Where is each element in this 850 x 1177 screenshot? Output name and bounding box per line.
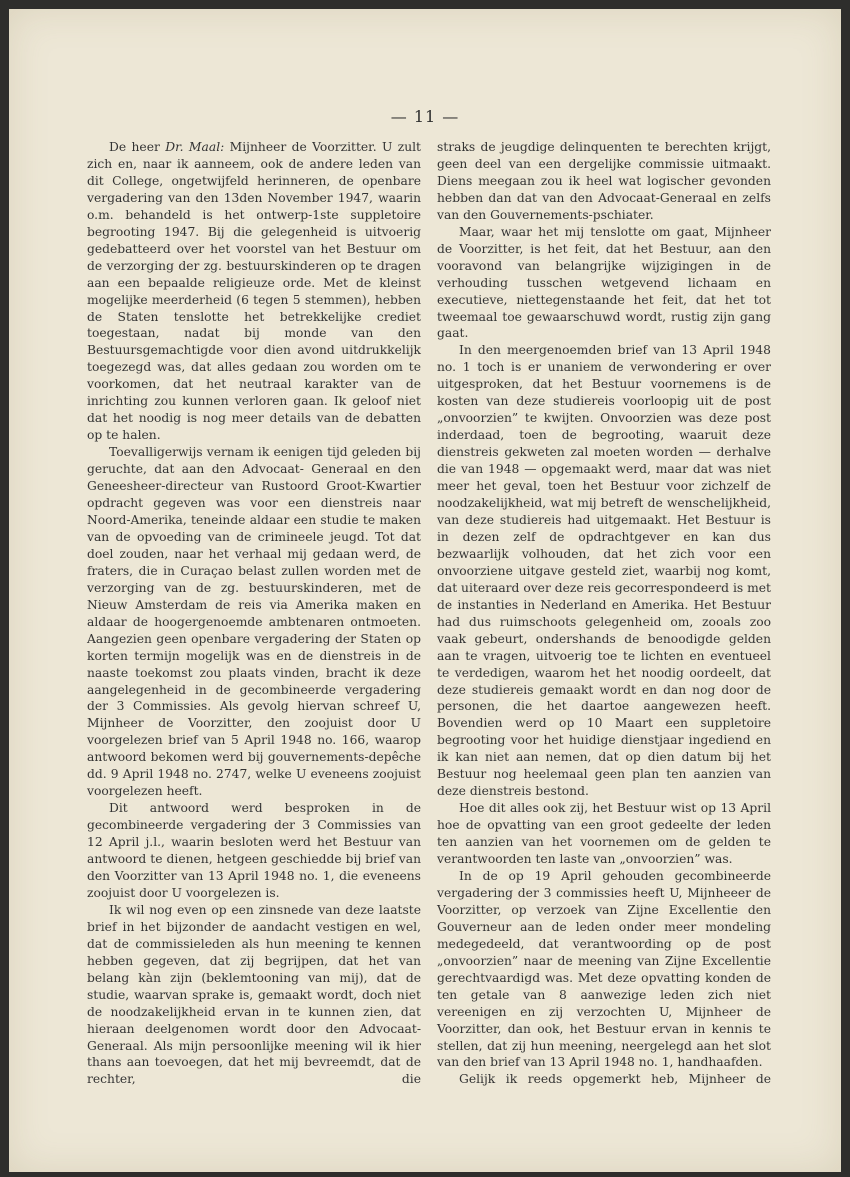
speaker-prefix: De heer	[109, 140, 160, 154]
paragraph	[87, 139, 421, 444]
paragraph: Maar, waar het mij tenslotte om gaat, Mijnheer de Voorzitter, is het feit, dat het Bestuur, aan den vooravond van belangrijke wijzigingen in de verhouding tusschen wetgevend lichaam en executieve, niettegenstaande het feit, dat het tot tweemaal toe gewaarschuwd wordt, rustig zijn gang gaat.	[437, 224, 771, 341]
left-column	[87, 139, 421, 1088]
paragraph: Hoe dit alles ook zij, het Bestuur wist op 13 April hoe de opvatting van een groot gedeelte der leden ten aanzien van het voornemen om de gelden te verantwoorden ten laste van „onvoorzien” was.	[437, 801, 771, 867]
page-number: — 11 —	[390, 107, 460, 126]
paragraph: Dit antwoord werd besproken in de gecombineerde vergadering der 3 Commissies van 12 April j.l., waarin besloten werd het Bestuur van antwoord te dienen, hetgeen geschiedde bij brief van den Voorzitter van 13 April 1948 no. 1, die eveneens zoojuist door U voorgelezen is.	[87, 801, 421, 900]
document-page	[9, 9, 841, 1172]
speaker-name: Dr. Maal:	[165, 140, 225, 154]
paragraph: Gelijk ik reeds opgemerkt heb, Mijnheer de	[459, 1072, 771, 1087]
paragraph: In de op 19 April gehouden gecombineerde vergadering der 3 commissies heeft U, Mijnheeer de Voorzitter, op verzoek van Zijne Excellentie den Gouverneur aan de leden onder meer mondeling medegedeeld, dat verantwoording op de post „onvoorzien” naar de meening van Zijne Excellentie gerechtvaardigd was. Met deze opvatting konden de ten getale van 8 aanwezige leden zich niet vereenigen en zij verzochten U, Mijnheer de Voorzitter, dan ook, het Bestuur ervan in kennis te stellen, dat zij hun meening, neergelegd aan het slot van den brief van 13 April 1948 no. 1, handhaafden.	[437, 868, 771, 1070]
paragraph-text: Mijnheer de Voorzitter. U zult zich en, naar ik aanneem, ook de andere leden van dit College, ongetwijfeld herinneren, de openbare vergadering van den 13den November 1947, waarin o.m. behandeld is het ontwerp-1ste suppletoire begrooting 1947. Bij die gelegenheid is uitvoerig gedebatteerd over het voorstel van het Bestuur om de verzorging der zg. bestuurskinderen op te dragen aan een bepaalde religieuze orde. Met de kleinst mogelijke meerderheid (6 tegen 5 stemmen), hebben de Staten tenslotte het betrekkelijke crediet toegestaan, nadat bij monde van den Bestuursgemachtigde voor dien avond uitdrukkelijk toegezegd was, dat alles gedaan zou worden om te voorkomen, dat het neutraal karakter van de inrichting zou kunnen verloren gaan. Ik geloof niet dat het noodig is nog meer details van de debatten op te halen.	[87, 140, 421, 443]
paragraph: straks de jeugdige delinquenten te berechten krijgt, geen deel van een dergelijke commissie uitmaakt. Diens meegaan zou ik heel wat logischer gevonden hebben dan dat van den Advocaat-Generaal en zelfs van den Gouvernements-pschiater.	[437, 140, 771, 222]
right-column	[437, 139, 771, 1088]
paragraph: In den meergenoemden brief van 13 April 1948 no. 1 toch is er unaniem de verwondering er over uitgesproken, dat het Bestuur voornemens is de kosten van deze studiereis voorloopig uit de post „onvoorzien” te kwijten. Onvoorzien was deze post inderdaad, toen de begrooting, waaruit deze dienstreis gekweten zal moeten worden — derhalve die van 1948 — opgemaakt werd, maar dat was niet meer het geval, toen het Bestuur voor zichzelf de noodzakelijkheid, wat mij betreft de wenschelijkheid, van deze studiereis had uitgemaakt. Het Bestuur is in dezen zelf de opdrachtgever en kan dus bezwaarlijk volhouden, dat het zich voor een onvoorziene uitgave gesteld ziet, waarbij nog komt, dat uiteraard over deze reis gecorrespondeerd is met de instanties in Nederland en Amerika. Het Bestuur had dus ruimschoots gelegenheid om, zooals zoo vaak gebeurt, ondershands de benoodigde gelden aan te vragen, uitvoerig toe te lichten en eventueel te verdedigen, waarom het het noodig oordeelt, dat deze studiereis gemaakt wordt en dan nog door de personen, die het daartoe aangewezen heeft. Bovendien werd op 10 Maart een suppletoire begrooting voor het huidige dienstjaar ingediend en ik kan niet aan nemen, dat op dien datum bij het Bestuur nog heelemaal geen plan ten aanzien van deze dienstreis bestond.	[437, 343, 771, 799]
paragraph: Toevalligerwijs vernam ik eenigen tijd geleden bij geruchte, dat aan den Advocaat- Generaal en den Geneesheer-directeur van Rustoord Groot-Kwartier opdracht gegeven was voor een dienstreis naar Noord-Amerika, teneinde aldaar een studie te maken van de opvoeding van de crimineele jeugd. Tot dat doel zouden, naar het verhaal mij gedaan werd, de fraters, die in Curaçao belast zullen worden met de verzorging van de zg. bestuurskinderen, met de Nieuw Amsterdam de reis via Amerika maken en aldaar de hoogergenoemde ambtenaren ontmoeten. Aangezien geen openbare vergadering der Staten op korten termijn mogelijk was en de dienstreis in de naaste toekomst zou plaats vinden, bracht ik deze aangelegenheid in de gecombineerde vergadering der 3 Commissies. Als gevolg hiervan schreef U, Mijnheer de Voorzitter, den zoojuist door U voorgelezen brief van 5 April 1948 no. 166, waarop antwoord bekomen werd bij gouvernements-depêche dd. 9 April 1948 no. 2747, welke U eveneens zoojuist voorgelezen heeft.	[87, 445, 421, 799]
paragraph: Ik wil nog even op een zinsnede van deze laatste brief in het bijzonder de aandacht vestigen en wel, dat de commissieleden als hun meening te kennen hebben gegeven, dat zij begrijpen, dat het van belang kàn zijn (beklemtooning van mij), dat de studie, waarvan sprake is, gemaakt wordt, doch niet de noodzakelijkheid ervan in te kunnen zien, dat hieraan deelgenomen wordt door den Advocaat-Generaal. Als mijn persoonlijke meening wil ik hier thans aan toevoegen, dat het mij bevreemdt, dat de rechter, die	[87, 902, 421, 1087]
